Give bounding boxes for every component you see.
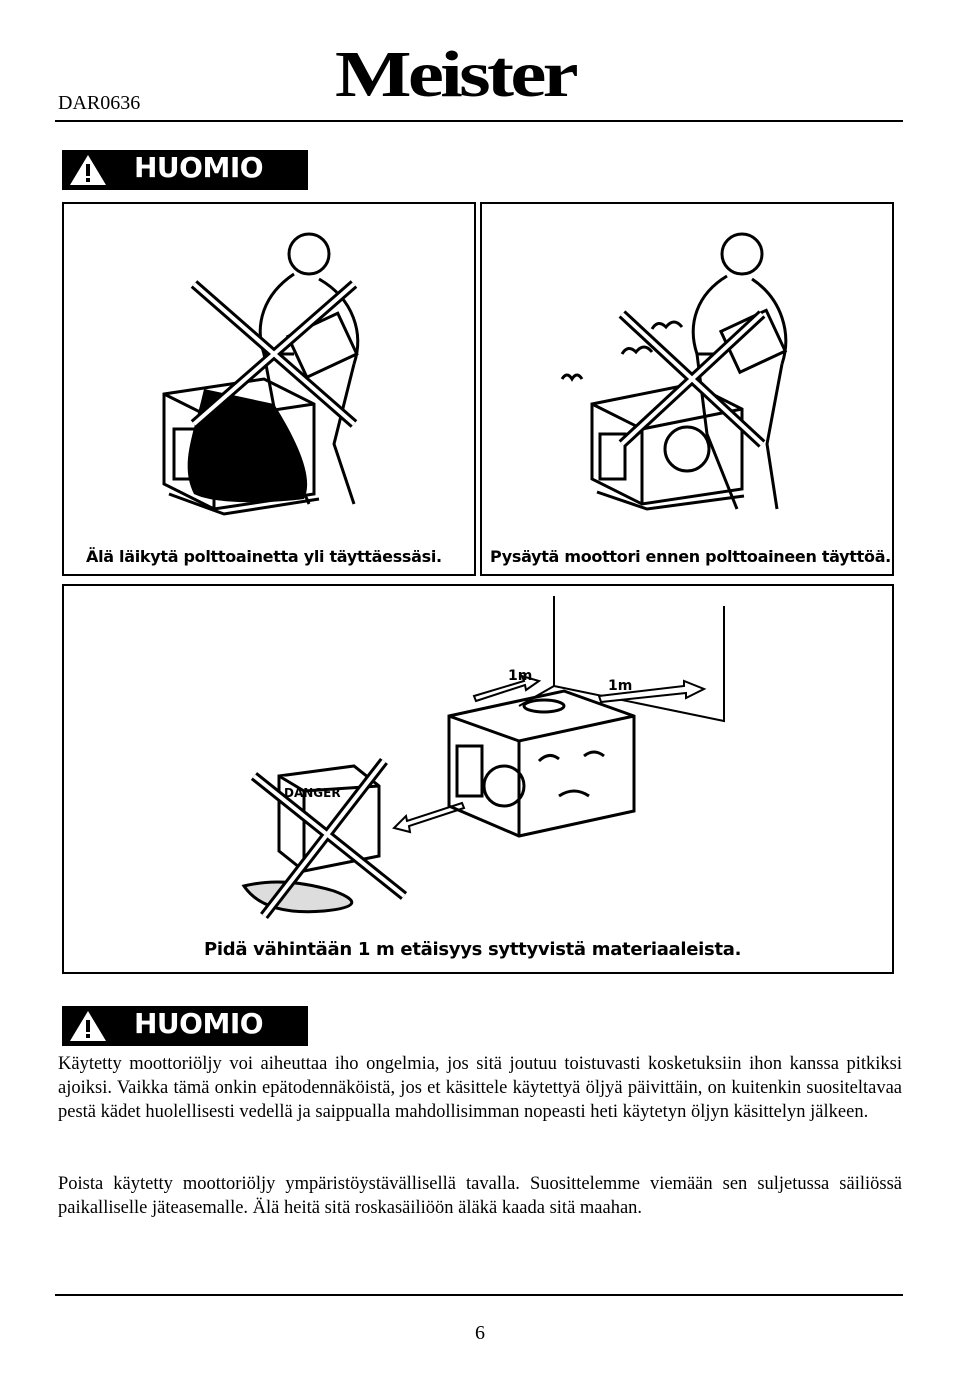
warning-label: HUOMIO [134, 1007, 264, 1040]
document-code: DAR0636 [58, 92, 141, 114]
distance-caption: Pidä vähintään 1 m etäisyys syttyvistä materiaaleista. [204, 939, 742, 960]
svg-text:Meister: Meister [335, 38, 578, 104]
warning-triangle-icon [68, 153, 108, 187]
oil-handling-paragraph: Käytetty moottoriöljy voi aiheuttaa iho ongelmia, jos sitä joutuu toistuvasti kosketuksiin ihon kanssa pitkiksi ajoiksi. Vaikka tämä onkin epätodennäköistä, jos et käsittele käytettyä öljyä päivittäin, on kuitenkin suositeltavaa pestä kädet huolellisesti vedellä ja saippualla mahdollisimman nopeasti heti käytetyn öljyn käsittelyn jälkeen. [58, 1054, 902, 1122]
page-number: 6 [475, 1322, 485, 1344]
distance-illustration-drawing [64, 586, 892, 972]
illustration-stop-engine [480, 202, 894, 576]
header-divider [55, 120, 903, 122]
arrow-label-right: 1m [608, 678, 633, 694]
oil-disposal-paragraph: Poista käytetty moottoriöljy ympäristöystävällisellä tavalla. Suosittelemme viemään sen suljetussa säiliössä paikalliselle jäteasemalle. Älä heitä sitä roskasäiliöön äläkä kaada sitä maahan. [58, 1174, 902, 1218]
warning-triangle-icon [68, 1009, 108, 1043]
spill-caption: Älä läikytä polttoainetta yli täyttäessäsi. [86, 547, 442, 566]
warning-label: HUOMIO [134, 151, 264, 184]
warning-banner [62, 150, 308, 190]
stop-engine-illustration-drawing [482, 204, 892, 574]
illustration-distance [62, 584, 894, 974]
danger-sign-text: DANGER [284, 786, 341, 800]
illustration-spill [62, 202, 476, 576]
stop-engine-caption: Pysäytä moottori ennen polttoaineen täyttöä. [490, 547, 891, 566]
footer-divider [55, 1294, 903, 1296]
spill-illustration-drawing [64, 204, 474, 574]
brand-logo [333, 38, 578, 104]
warning-banner [62, 1006, 308, 1046]
arrow-label-left: 1m [508, 668, 533, 684]
